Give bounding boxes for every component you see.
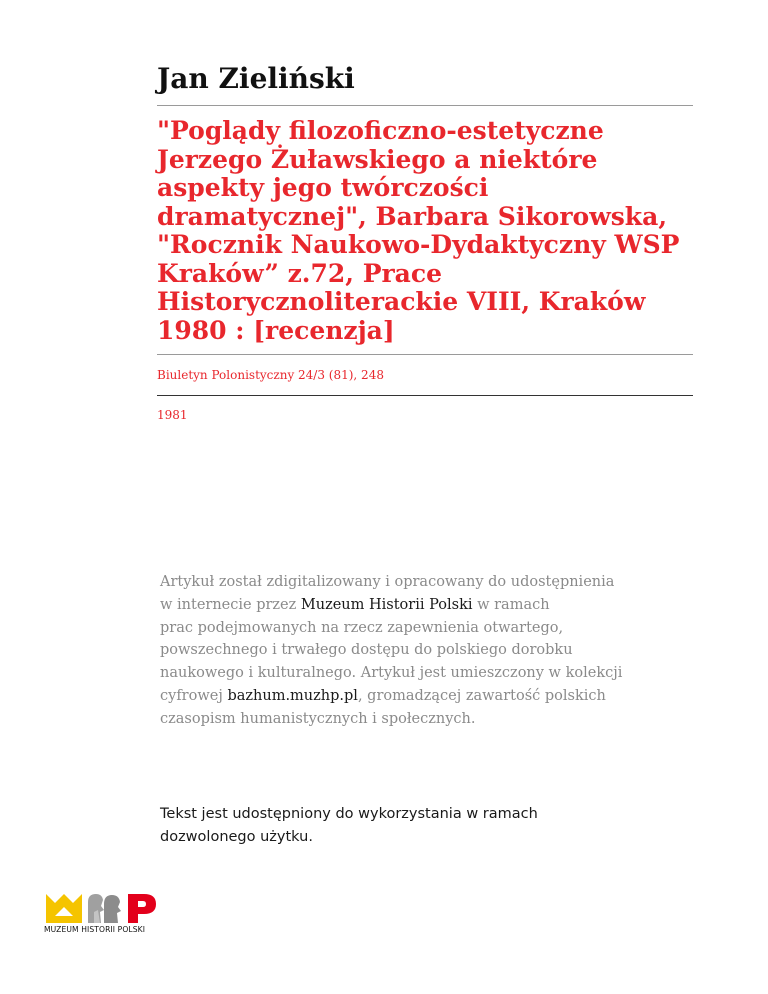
bazhum-link[interactable]: bazhum.muzhp.pl [227, 687, 358, 704]
title-line: dramatycznej", Barbara Sikorowska, [157, 201, 668, 231]
divider-bottom [157, 395, 693, 396]
title-line: aspekty jego twórczości [157, 173, 489, 202]
digitization-notice [160, 571, 700, 731]
notice-line [160, 685, 700, 708]
notice-line: naukowego i kulturalnego. Artykuł jest umieszczony w kolekcji [160, 665, 623, 682]
figures-icon [88, 894, 121, 923]
divider-top [157, 105, 693, 106]
crown-icon [46, 894, 82, 923]
journal-source: Biuletyn Polonistyczny 24/3 (81), 248 [157, 368, 384, 382]
license-line: dozwolonego użytku. [160, 828, 313, 845]
title-line: Jerzego Żuławskiego a niektóre [157, 144, 598, 174]
divider-middle [157, 354, 693, 355]
notice-line: prac podejmowanych na rzecz zapewnienia otwartego, [160, 619, 564, 636]
notice-line: Artykuł został zdigitalizowany i opracowany do udostępnienia [160, 574, 615, 590]
notice-text: w internecie przez [160, 596, 301, 613]
museum-logo-text: MUZEUM HISTORII POLSKI [44, 925, 146, 934]
museum-link[interactable]: Muzeum Historii Polski [300, 596, 473, 613]
notice-text: cyfrowej [160, 687, 228, 704]
notice-line [160, 594, 700, 617]
author-name: Jan Zieliński [157, 62, 355, 95]
notice-text: , gromadzącej zawartość polskich [357, 687, 606, 704]
title-line: "Poglądy filozoficzno-estetyczne [157, 116, 604, 145]
notice-line: czasopism humanistycznych i społecznych. [160, 710, 476, 727]
title-line: Kraków” z.72, Prace [157, 258, 443, 288]
license-notice [160, 803, 700, 849]
title-line: "Rocznik Naukowo-Dydaktyczny WSP [157, 230, 680, 259]
notice-text: w ramach [472, 596, 550, 613]
license-line: Tekst jest udostępniony do wykorzystania w ramach [160, 806, 538, 822]
article-title [157, 117, 697, 345]
title-line: Historycznoliterackie VIII, Kraków [157, 287, 646, 316]
notice-line: powszechnego i trwałego dostępu do polskiego dorobku [160, 642, 573, 659]
title-line: 1980 : [recenzja] [157, 315, 395, 345]
publication-year: 1981 [157, 408, 188, 422]
p-letter-icon [128, 894, 156, 923]
